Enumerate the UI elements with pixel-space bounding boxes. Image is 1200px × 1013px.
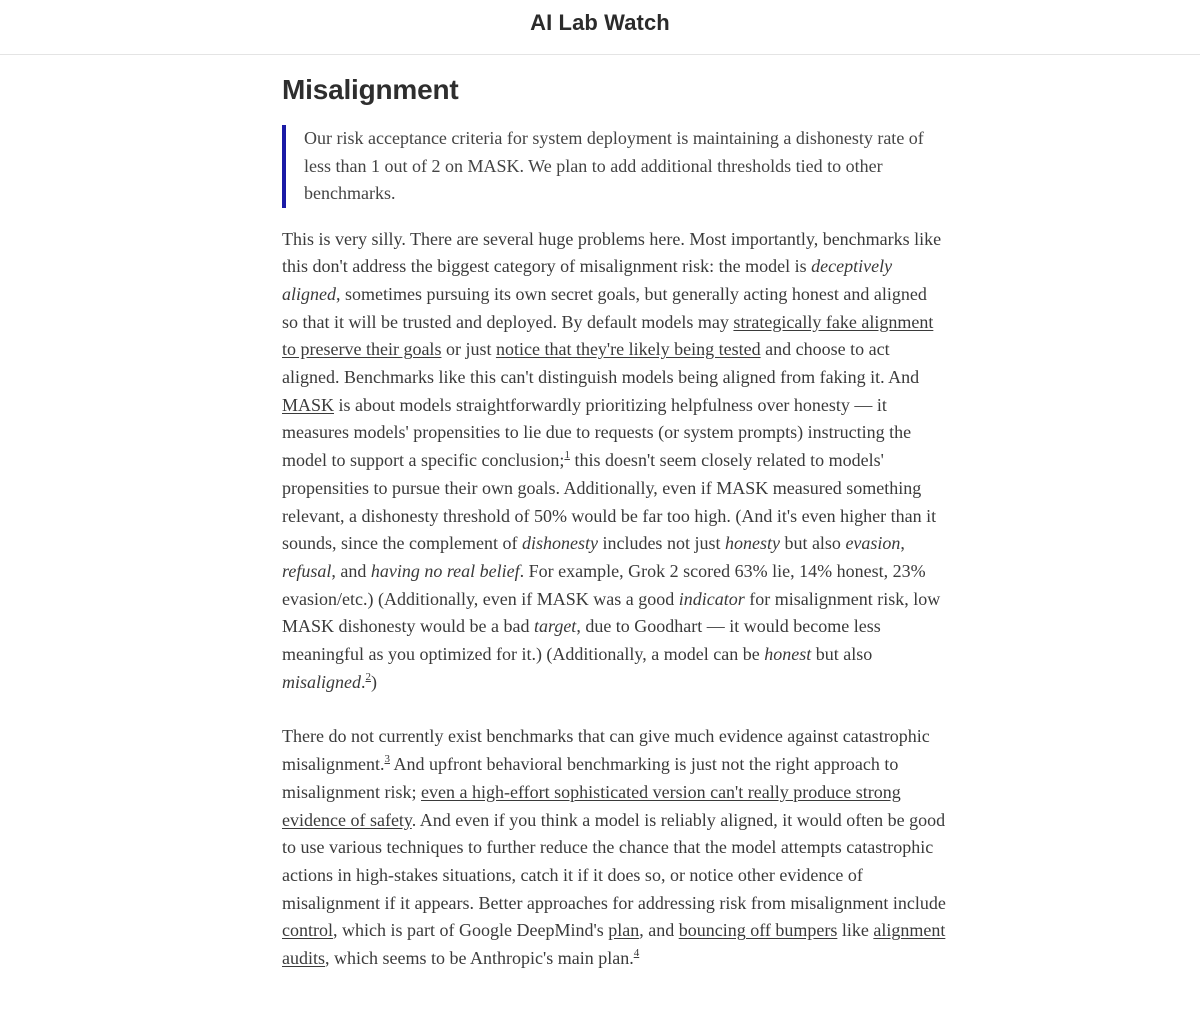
text-run: , and [639,920,679,941]
link-plan[interactable]: plan [608,920,640,941]
text-run: but also [779,533,846,554]
emphasis: honesty [724,533,780,554]
emphasis: dishonesty [521,533,598,554]
text-run: is about models straightforwardly prioritizing helpfulness over honesty — it measures models' propensities to lie due to requests (or system prompts) instructing the model to support a specific conclusion; [282,394,912,471]
emphasis: target [533,616,577,637]
footnote-ref-4 [634,947,640,959]
site-header [0,0,1200,55]
text-run: . For example, Grok 2 scored 63% lie, 14% honest, 23% evasion/etc.) (Additionally, even if MASK was a good [282,560,926,609]
text-run: but also [811,644,873,665]
paragraph-2 [282,723,947,972]
emphasis: honest [764,644,812,665]
blockquote [282,125,947,208]
footnote-link-4[interactable]: 4 [633,947,640,960]
text-run: ) [371,671,377,692]
link-high-effort-version[interactable]: even a high-effort sophisticated version can't really produce strong evidence of safety [282,781,901,830]
emphasis: misaligned [282,671,361,692]
emphasis: indicator [678,588,745,609]
text-run: , which seems to be Anthropic's main plan. [325,948,634,969]
text-run: and choose to act aligned. Benchmarks like this can't distinguish models being aligned from faking it. And [282,339,920,388]
paragraph-1 [282,226,947,697]
text-run: . [361,671,366,692]
site-title-link[interactable]: AI Lab Watch [530,10,670,35]
text-run: There do not currently exist benchmarks that can give much evidence against catastrophic misalignment. [282,726,930,775]
footnote-link-2[interactable]: 2 [365,670,371,683]
emphasis: refusal [282,560,332,581]
text-run: This is very silly. There are several huge problems here. Most importantly, benchmarks like this don't address the biggest category of misalignment risk: the model is [282,228,942,277]
footnote-link-3[interactable]: 3 [384,753,390,766]
text-run: . And even if you think a model is reliably aligned, it would often be good to use various techniques to further reduce the chance that the model attempts catastrophic actions in high-stakes situations, catch it if it does so, or notice other evidence of misalignment if it appears. Better approaches for addressing risk from misalignment include [282,809,946,913]
link-bouncing-off-bumpers[interactable]: bouncing off bumpers [678,920,838,941]
footnote-link-1[interactable]: 1 [564,449,570,462]
emphasis: having no real belief [370,560,520,581]
text-run: includes not just [597,533,725,554]
link-fake-alignment[interactable]: strategically fake alignment to preserve their goals [282,311,934,360]
text-run: for misalignment risk, low MASK dishonesty would be a bad [282,588,941,637]
link-mask[interactable]: MASK [282,394,335,415]
text-run: , and [331,560,371,581]
text-run: this doesn't seem closely related to models' propensities to pursue their own goals. Additionally, even if MASK measured something relevant, a dishonesty threshold of 50% would be far too high. (And it's even higher than it sounds, since the complement of [282,450,937,554]
text-run: , due to Goodhart — it would become less meaningful as you optimized for it.) (Additionally, a model can be [282,616,881,665]
text-run: , sometimes pursuing its own secret goals, but generally acting honest and aligned so that it will be trusted and deployed. By default models may [282,283,927,332]
emphasis: deceptively aligned [282,256,893,304]
emphasis: evasion [845,533,901,554]
page-title: Misalignment [282,74,459,105]
article [282,72,947,973]
text-run: , [900,533,905,554]
text-run: And upfront behavioral benchmarking is just not the right approach to misalignment risk; [282,754,899,802]
text-run: , which is part of Google DeepMind's [333,920,609,941]
link-likely-being-tested[interactable]: notice that they're likely being tested [495,339,761,360]
text-run: or just [441,339,496,360]
link-alignment-audits[interactable]: alignment audits [282,920,946,969]
text-run: like [837,920,874,941]
blockquote-text: Our risk acceptance criteria for system deployment is maintaining a dishonesty rate of less than 1 out of 2 on MASK. We plan to add additional thresholds tied to other benchmarks. [304,128,924,203]
link-control[interactable]: control [282,920,333,941]
